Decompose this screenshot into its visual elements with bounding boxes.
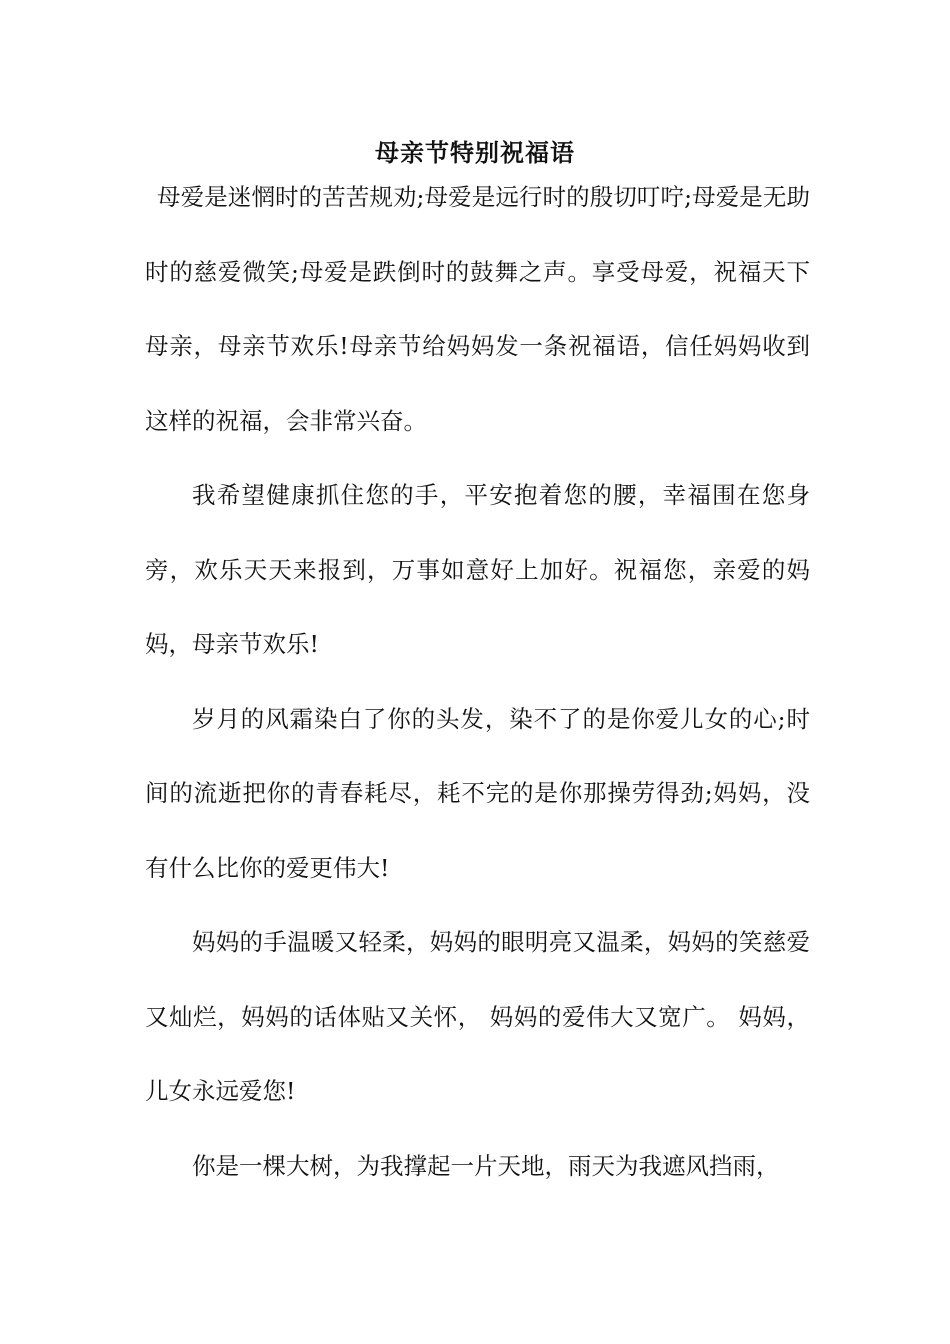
paragraph-2: 我希望健康抓住您的手，平安抱着您的腰，幸福围在您身旁，欢乐天天来报到，万事如意好上加好。祝福您，亲爱的妈妈，母亲节欢乐! [145,481,810,658]
document-body [145,180,810,1203]
document-title: 母亲节特别祝福语 [375,138,575,167]
paragraph-1: 母爱是迷惘时的苦苦规劝;母爱是远行时的殷切叮咛;母爱是无助时的慈爱微笑;母爱是跌倒时的鼓舞之声。享受母爱，祝福天下母亲，母亲节欢乐!母亲节给妈妈发一条祝福语，信任妈妈收到这样的祝福，会非常兴奋。 [145,183,810,435]
paragraph-4: 妈妈的手温暖又轻柔，妈妈的眼明亮又温柔，妈妈的笑慈爱又灿烂，妈妈的话体贴又关怀， 妈妈的爱伟大又宽广。 妈妈，儿女永远爱您! [145,928,810,1105]
paragraph-3: 岁月的风霜染白了你的头发，染不了的是你爱儿女的心;时间的流逝把你的青春耗尽，耗不完的是你那操劳得劲;妈妈，没有什么比你的爱更伟大! [145,704,810,882]
paragraph-5: 你是一棵大树，为我撑起一片天地，雨天为我遮风挡雨， [192,1151,780,1180]
